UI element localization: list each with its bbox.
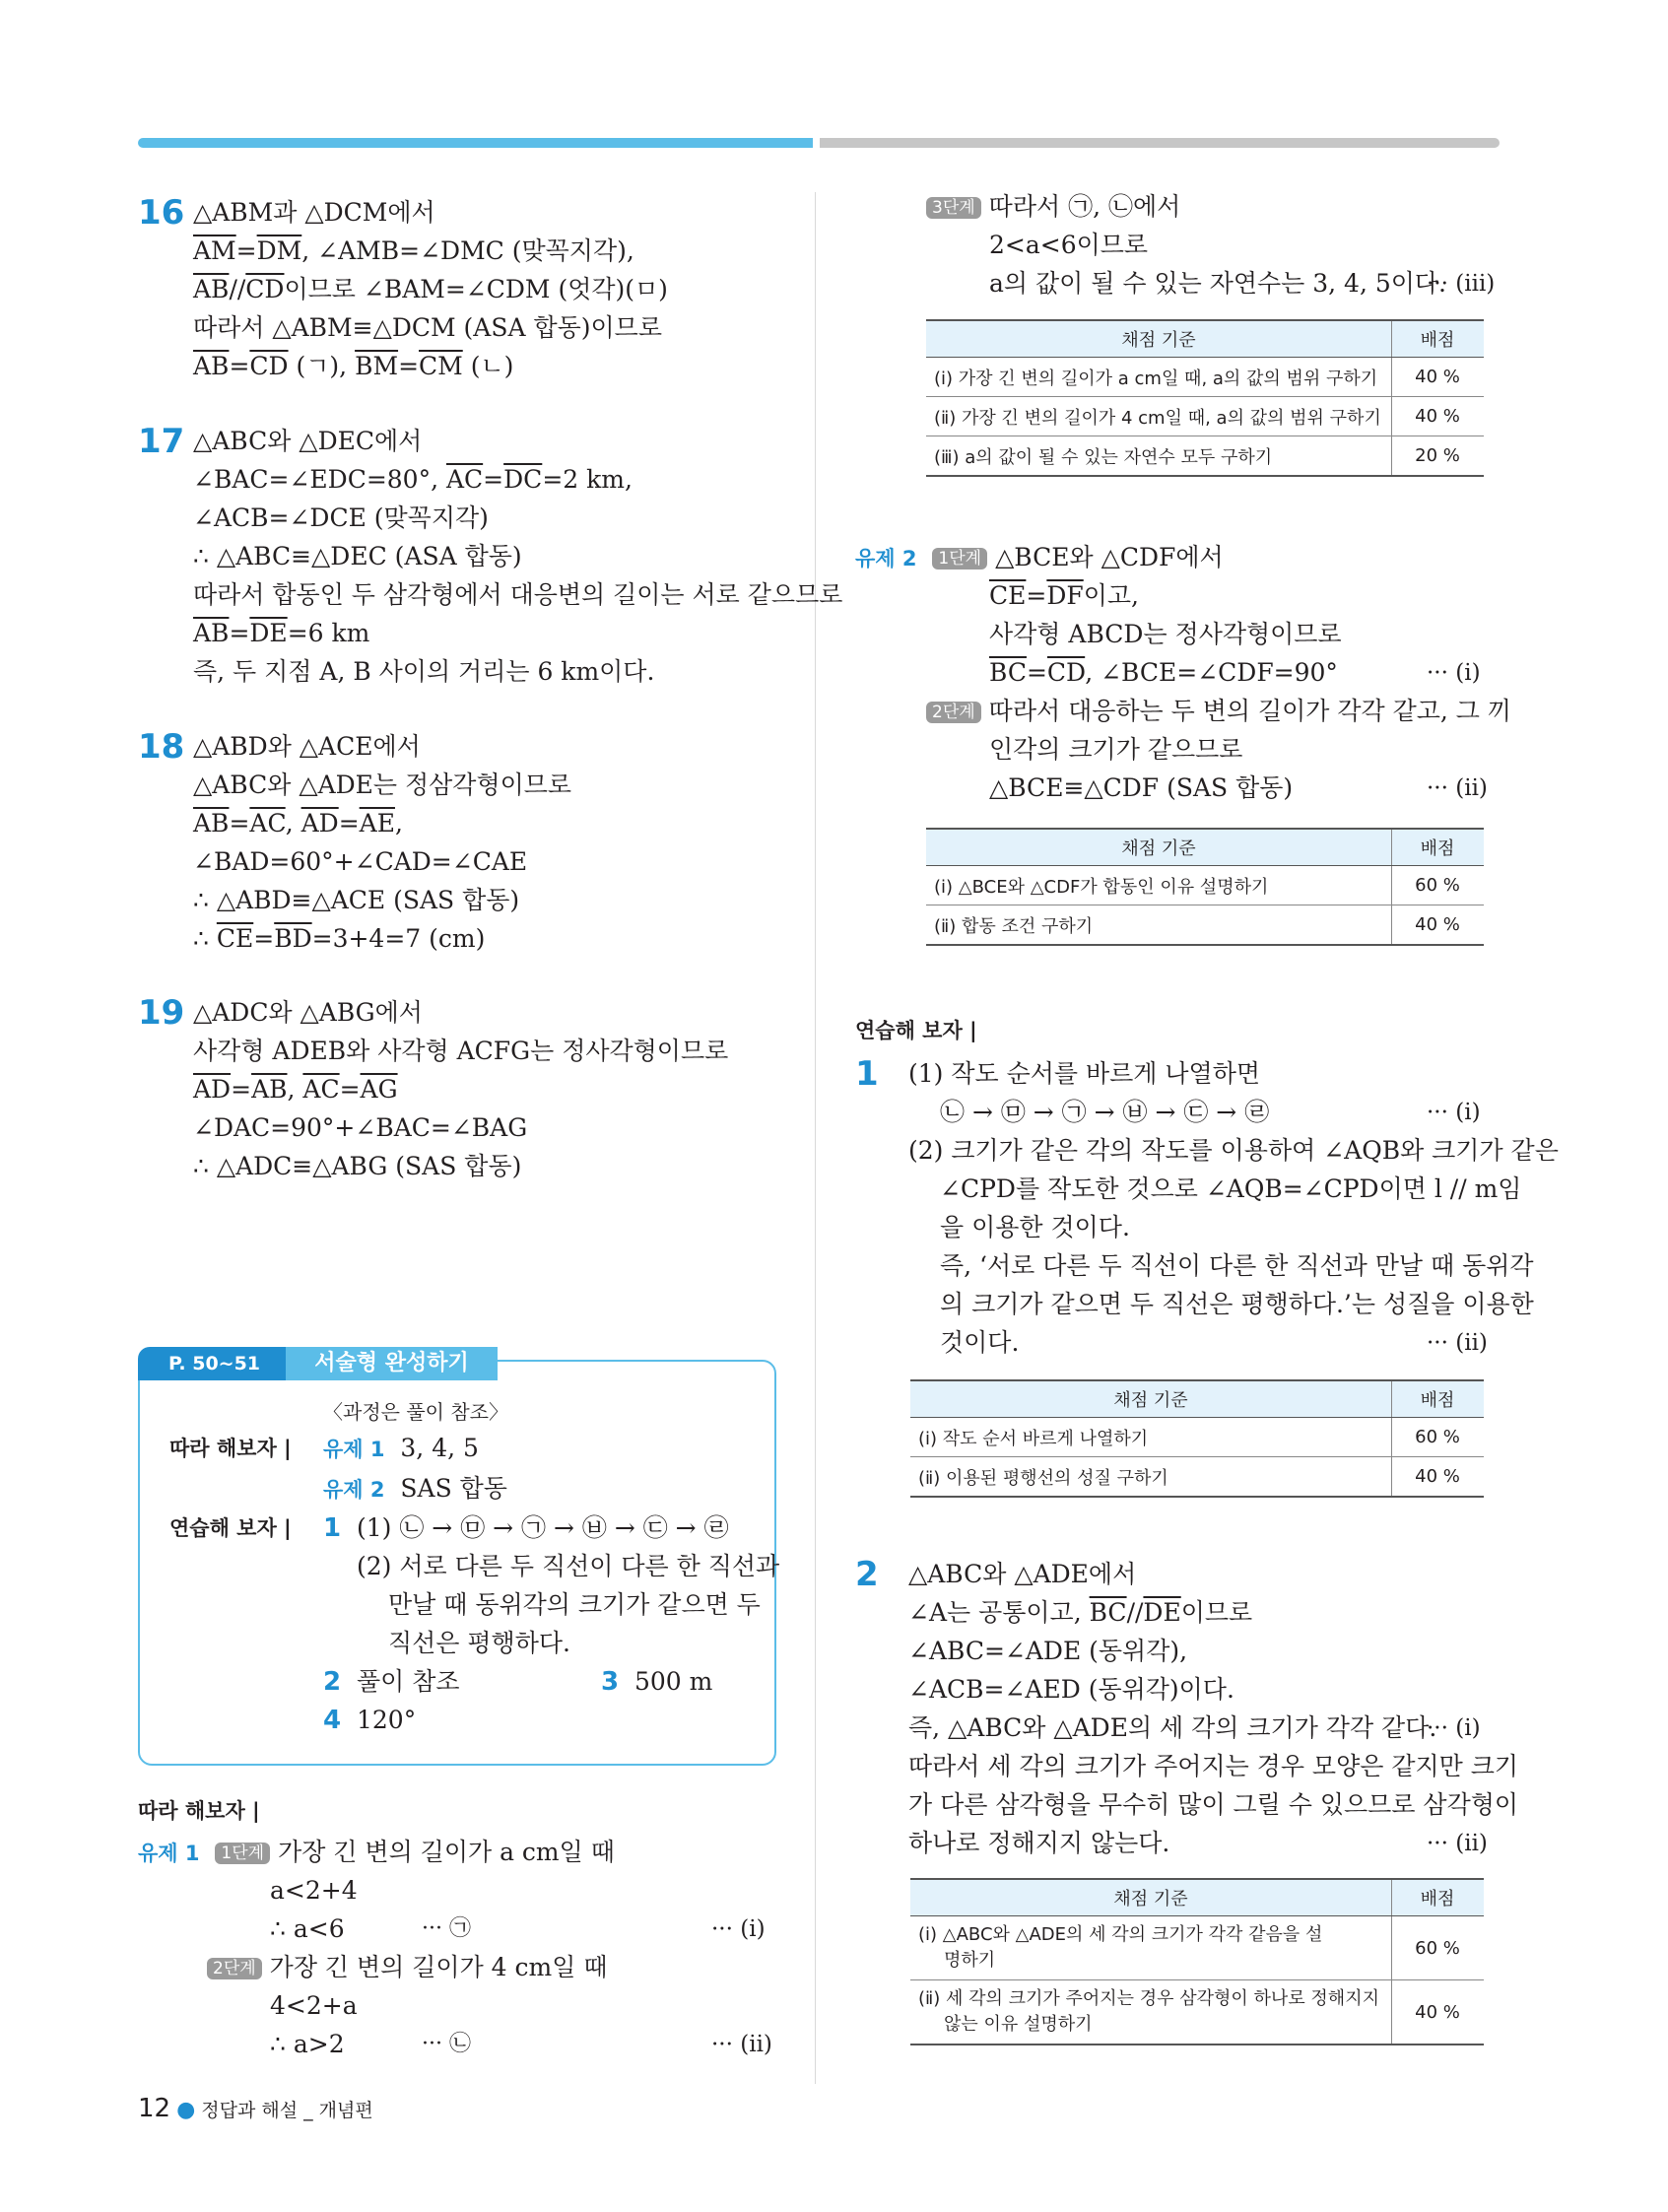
text-line: △ABC와 △DEC에서	[193, 427, 423, 455]
page-range: P. 50~51	[138, 1347, 291, 1380]
answer-line: 3 500 m	[601, 1667, 713, 1697]
text-line: 2단계 가장 긴 변의 길이가 4 cm일 때	[207, 1950, 607, 1985]
text-line: ∴ a>2	[270, 2030, 345, 2058]
table-header: 채점 기준	[910, 1380, 1392, 1418]
step-marker: ··· (ⅱ)	[1427, 1330, 1488, 1356]
answer-line: 유제 2 SAS 합동	[323, 1474, 507, 1503]
text-line: ∠BAD=60°+∠CAD=∠CAE	[193, 847, 528, 876]
text-line: 가 다른 삼각형을 무수히 많이 그릴 수 있으므로 삼각형이	[908, 1790, 1519, 1819]
text-line: (2) 크기가 같은 각의 작도를 이용하여 ∠AQB와 크기가 같은	[908, 1136, 1559, 1165]
text-line: $\overline{AB}=\overline{DE}=6$ km	[193, 619, 370, 647]
text-line: a<2+4	[270, 1876, 358, 1905]
table-row: (ⅱ) 가장 긴 변의 길이가 4 cm일 때, a의 값의 범위 구하기 40 %	[926, 397, 1484, 436]
text-line: ∠ACB=∠DCE (맞꼭지각)	[193, 503, 489, 532]
mark-note: ··· ㉡	[422, 2032, 471, 2056]
text-line: $\overline{AD}=\overline{AB}$, $\overline{AC}=\overline{AG}$	[193, 1075, 398, 1104]
text-line: ∴ △ADC≡△ABG (SAS 합동)	[193, 1152, 522, 1180]
top-bar-left	[138, 138, 813, 148]
table-header: 채점 기준	[926, 829, 1392, 866]
text-line: 즉, △ABC와 △ADE의 세 각의 크기가 각각 같다.	[908, 1713, 1437, 1742]
table-row: (ⅱ) 세 각의 크기가 주어지는 경우 삼각형이 하나로 정해지지 않는 이유 설명하기 40 %	[910, 1980, 1484, 2045]
table-row: (ⅰ) △ABC와 △ADE의 세 각의 크기가 각각 같음을 설 명하기 60 %	[910, 1916, 1484, 1980]
text-line: 하나로 정해지지 않는다.	[908, 1829, 1170, 1857]
text-line: 즉, 두 지점 A, B 사이의 거리는 6 km이다.	[193, 657, 655, 686]
scoring-table	[910, 1878, 1484, 2045]
table-row: (ⅱ) 이용된 평행선의 성질 구하기 40 %	[910, 1457, 1484, 1498]
follow-label: 따라 해보자 |	[169, 1437, 292, 1460]
table-row: (ⅱ) 합동 조건 구하기 40 %	[926, 905, 1484, 946]
text-line: ∴ △ABD≡△ACE (SAS 합동)	[193, 886, 520, 914]
text-line: $\overline{AB}//\overline{CD}$이므로 ∠BAM=∠CDM (엇각)(ㅁ)	[193, 275, 668, 303]
section-title: 서술형 완성하기	[286, 1347, 498, 1380]
footer-title: 정답과 해설 _ 개념편	[201, 2100, 373, 2121]
table-header: 배점	[1392, 320, 1485, 358]
text-line: 유제 2 1단계 △BCE와 △CDF에서	[855, 543, 1224, 571]
table-row: (ⅲ) a의 값이 될 수 있는 자연수 모두 구하기 20 %	[926, 436, 1484, 477]
top-bar-right	[820, 138, 1500, 148]
text-line: ∠ACB=∠AED (동위각)이다.	[908, 1675, 1234, 1704]
answer-line: 2 풀이 참조	[323, 1667, 460, 1697]
text-line: a의 값이 될 수 있는 자연수는 3, 4, 5이다.	[989, 269, 1446, 298]
page-footer	[138, 2094, 373, 2123]
table-header: 배점	[1392, 829, 1485, 866]
step-marker: ··· (ⅱ)	[1427, 1831, 1488, 1856]
text-line: 사각형 ADEB와 사각형 ACFG는 정사각형이므로	[193, 1037, 729, 1065]
text-line: 3단계 따라서 ㉠, ㉡에서	[926, 189, 1180, 225]
text-line: ∴ △ABC≡△DEC (ASA 합동)	[193, 542, 522, 570]
table-row: (ⅰ) 가장 긴 변의 길이가 a cm일 때, a의 값의 범위 구하기 40 %	[926, 358, 1484, 397]
reference-note: 〈과정은 풀이 참조〉	[323, 1400, 508, 1424]
step-marker: ··· (ⅲ)	[1427, 271, 1496, 297]
step-marker: ··· (ⅰ)	[1427, 660, 1481, 686]
table-row: (ⅰ) △BCE와 △CDF가 합동인 이유 설명하기 60 %	[926, 866, 1484, 905]
table-row: (ⅰ) 작도 순서 바르게 나열하기 60 %	[910, 1418, 1484, 1457]
text-line: $\overline{AB}=\overline{AC}$, $\overline{AD}=\overline{AE}$,	[193, 809, 403, 838]
text-line: 따라서 합동인 두 삼각형에서 대응변의 길이는 서로 같으므로	[193, 580, 843, 609]
table-header: 배점	[1392, 1879, 1485, 1916]
answer-line: (2) 서로 다른 두 직선이 다른 한 직선과	[357, 1552, 780, 1580]
text-line: $\overline{CE}=\overline{DF}$이고,	[989, 581, 1139, 610]
table-header: 배점	[1392, 1380, 1485, 1418]
text-line: 의 크기가 같으면 두 직선은 평행하다.’는 성질을 이용한	[940, 1290, 1534, 1318]
problem-number: 16	[138, 193, 185, 233]
step-marker: ··· (ⅰ)	[1427, 1100, 1481, 1125]
answer-line: 직선은 평행하다.	[388, 1629, 570, 1657]
text-line: ∴ $\overline{CE}=\overline{BD}=3+4=7$ (cm)	[193, 924, 486, 953]
scoring-table	[926, 828, 1484, 946]
text-line: 사각형 ABCD는 정사각형이므로	[989, 620, 1342, 648]
bullet-icon: ●	[176, 2098, 196, 2122]
text-line: △ABC와 △ADE는 정삼각형이므로	[193, 771, 572, 799]
problem-number: 1	[855, 1054, 879, 1094]
page-number: 12	[138, 2094, 171, 2123]
answer-line: 유제 1 3, 4, 5	[323, 1434, 479, 1462]
answer-line: 만날 때 동위각의 크기가 같으면 두	[388, 1590, 761, 1619]
follow-heading: 따라 해보자 |	[138, 1799, 260, 1823]
text-line: ∠CPD를 작도한 것으로 ∠AQB=∠CPD이면 l // m임	[940, 1174, 1522, 1203]
text-line: △ABM과 △DCM에서	[193, 198, 435, 227]
summary-tab	[138, 1347, 502, 1380]
table-header: 채점 기준	[910, 1879, 1392, 1916]
text-line: △ABD와 △ACE에서	[193, 732, 421, 761]
text-line: 유제 1 1단계 가장 긴 변의 길이가 a cm일 때	[138, 1838, 615, 1866]
text-line: $\overline{AB}=\overline{CD}$ (ㄱ), $\overline{BM}=\overline{CM}$ (ㄴ)	[193, 352, 514, 380]
text-line: $\overline{AM}=\overline{DM}$, ∠AMB=∠DMC (맞꼭지각),	[193, 236, 634, 265]
scoring-table	[926, 319, 1484, 477]
practice-heading: 연습해 보자 |	[855, 1019, 977, 1042]
text-line: (1) 작도 순서를 바르게 나열하면	[908, 1059, 1261, 1088]
text-line: ㉡ → ㉤ → ㉠ → ㉥ → ㉢ → ㉣	[940, 1098, 1270, 1126]
step-marker: ··· (ⅱ)	[1427, 775, 1488, 801]
problem-number: 18	[138, 727, 185, 767]
table-header: 채점 기준	[926, 320, 1392, 358]
practice-label: 연습해 보자 |	[169, 1516, 292, 1540]
text-line: △ABC와 △ADE에서	[908, 1560, 1137, 1588]
text-line: 따라서 △ABM≡△DCM (ASA 합동)이므로	[193, 313, 662, 342]
text-line: △BCE≡△CDF (SAS 합동)	[989, 773, 1294, 802]
text-line: △ADC와 △ABG에서	[193, 998, 423, 1027]
text-line: ∴ a<6	[270, 1914, 345, 1943]
answer-line: 1 (1) ㉡ → ㉤ → ㉠ → ㉥ → ㉢ → ㉣	[323, 1513, 729, 1543]
text-line: 을 이용한 것이다.	[940, 1213, 1130, 1241]
step-marker: ··· (ⅰ)	[711, 1916, 766, 1942]
text-line: 2<a<6이므로	[989, 231, 1149, 259]
step-marker: ··· (ⅰ)	[1427, 1715, 1481, 1741]
step-marker: ··· (ⅱ)	[711, 2032, 772, 2057]
text-line: 인각의 크기가 같으므로	[989, 735, 1243, 764]
scoring-table	[910, 1379, 1484, 1498]
text-line: 즉, ‘서로 다른 두 직선이 다른 한 직선과 만날 때 동위각	[940, 1251, 1534, 1280]
text-line: ∠BAC=∠EDC=80°, $\overline{AC}=\overline{DC}=2$ km,	[193, 465, 633, 494]
mark-note: ··· ㉠	[422, 1916, 471, 1941]
problem-number: 17	[138, 422, 185, 461]
text-line: 2단계 따라서 대응하는 두 변의 길이가 각각 같고, 그 끼	[926, 694, 1511, 729]
text-line: ∠ABC=∠ADE (동위각),	[908, 1637, 1188, 1665]
text-line: 따라서 세 각의 크기가 주어지는 경우 모양은 같지만 크기	[908, 1752, 1519, 1780]
column-divider	[815, 192, 816, 2084]
problem-number: 19	[138, 993, 185, 1033]
text-line: ∠DAC=90°+∠BAC=∠BAG	[193, 1113, 528, 1142]
text-line: 것이다.	[940, 1328, 1020, 1357]
text-line: 4<2+a	[270, 1991, 358, 2020]
answer-line: 4 120°	[323, 1706, 417, 1735]
text-line: ∠A는 공통이고, $\overline{BC}//\overline{DE}$이므로	[908, 1598, 1253, 1627]
text-line: $\overline{BC}=\overline{CD}$, ∠BCE=∠CDF=90°	[989, 658, 1338, 687]
problem-number: 2	[855, 1555, 879, 1594]
